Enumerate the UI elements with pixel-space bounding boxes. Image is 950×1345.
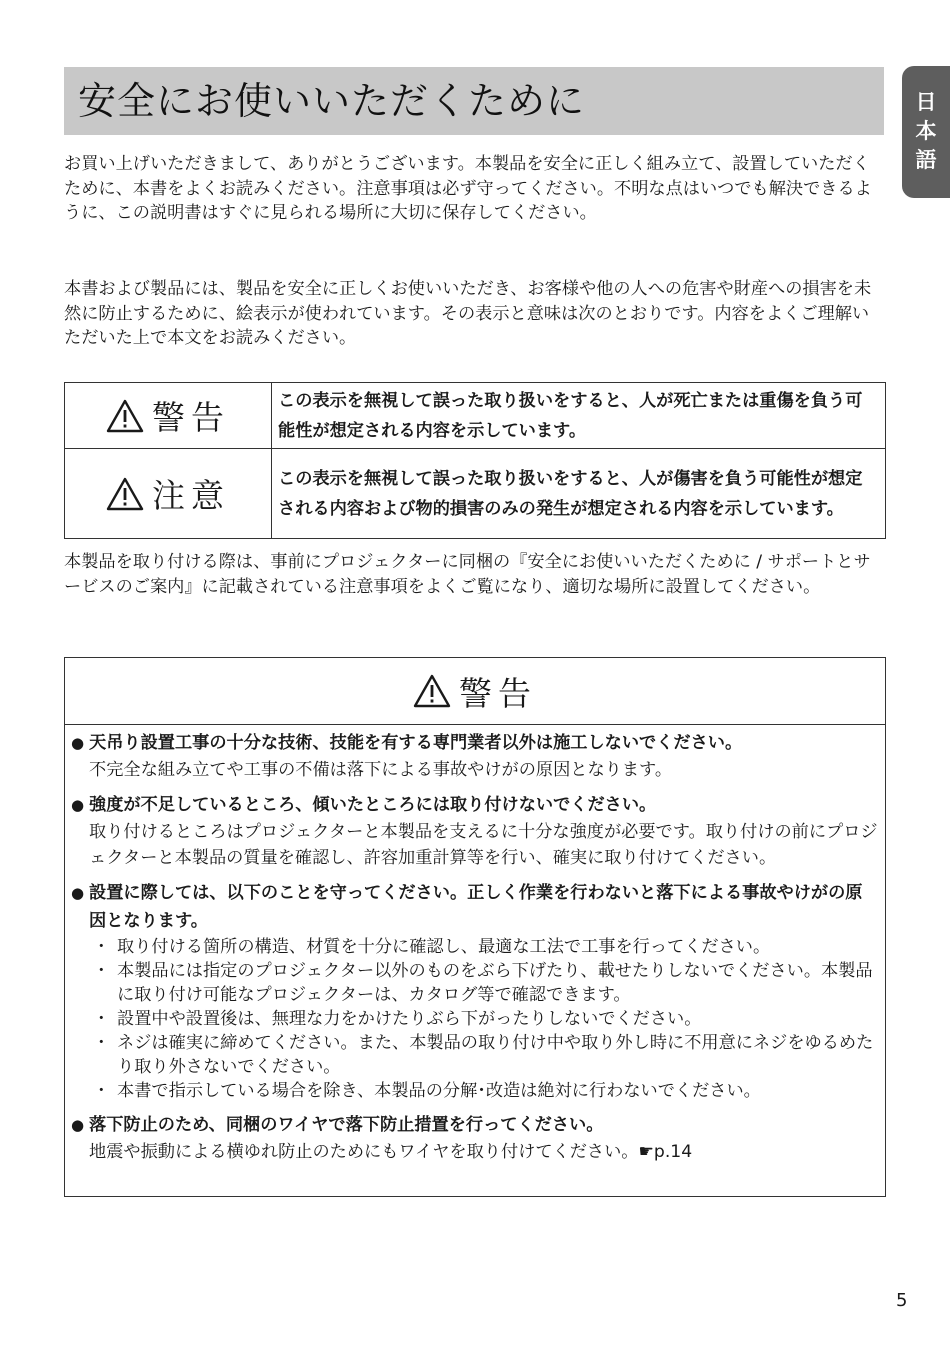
bullet-icon: ● [71, 1116, 85, 1134]
installation-note-paragraph: 本製品を取り付ける際は、事前にプロジェクターに同梱の『安全にお使いいただくために / サポートとサービスのご案内』に記載されている注意事項をよくご覧になり、適切な場所に設置してください。 [64, 552, 871, 597]
bullet-icon: ● [71, 734, 85, 752]
pointing-hand-icon: ☛ [638, 1142, 654, 1162]
warning-item [71, 879, 879, 1103]
language-tab [902, 66, 950, 198]
warning-item-body: 取り付けるところはプロジェクターと本製品を支えるに十分な強度が必要です。取り付けの前にプロジェクターと本製品の質量を確認し、許容加重計算等を行い、確実に取り付けてください。 [89, 822, 878, 868]
sub-list-marker: ･ [97, 961, 106, 981]
sign-description-warning: この表示を無視して誤った取り扱いをすると、人が死亡または重傷を負う可能性が想定される内容を示しています。 [272, 383, 886, 449]
page-title: 安全にお使いいただくために [78, 79, 586, 123]
sub-list-item [71, 1079, 879, 1103]
warning-triangle-icon [413, 674, 451, 708]
warning-box [64, 657, 886, 1197]
intro-paragraph: お買い上げいただきまして、ありがとうございます。本製品を安全に正しく組み立て、設置していただくために、本書をよくお読みください。注意事項は必ず守ってください。不明な点はいつでも解決できるように、この説明書はすぐに見られる場所に大切に保存してください。 [64, 154, 872, 223]
sub-list-text: 設置中や設置後は、無理な力をかけたりぶら下がったりしないでください。 [117, 1009, 702, 1029]
warning-item-heading: 天吊り設置工事の十分な技術、技能を有する専門業者以外は施工しないでください。 [89, 733, 743, 753]
page-number: 5 [896, 1290, 908, 1311]
sub-list-item [71, 1007, 879, 1031]
warning-item [71, 1111, 879, 1165]
page-reference-link[interactable]: p.14 [653, 1142, 693, 1162]
warning-item-heading: 落下防止のため、同梱のワイヤで落下防止措置を行ってください。 [89, 1115, 604, 1135]
language-tab-label: 日本語 [915, 90, 937, 172]
title-bar [64, 67, 884, 135]
sub-list-marker: ･ [97, 1081, 106, 1101]
bullet-icon: ● [71, 796, 85, 814]
warning-item-body-text: 地震や振動による横ゆれ防止のためにもワイヤを取り付けてください。 [89, 1142, 639, 1162]
sub-list-item [71, 1031, 879, 1079]
warning-box-title: 警告 [459, 673, 537, 713]
sub-list-text: ネジは確実に締めてください。また、本製品の取り付け中や取り外し時に不用意にネジをゆるめたり取り外さないでください。 [117, 1033, 874, 1077]
sub-list-text: 本書で指示している場合を除き、本製品の分解･改造は絶対に行わないでください。 [117, 1081, 761, 1101]
sign-symbol-cell [65, 449, 272, 539]
warning-item [71, 729, 879, 783]
sub-list-marker: ･ [97, 1033, 106, 1053]
warning-item [71, 791, 879, 871]
sign-label-caution: 注意 [152, 476, 230, 515]
warning-item-heading: 強度が不足しているところ、傾いたところには取り付けないでください。 [89, 795, 657, 815]
sub-list-item [71, 935, 879, 959]
sub-list-marker: ･ [97, 1009, 106, 1029]
sub-list-text: 本製品には指定のプロジェクター以外のものをぶら下げたり、載せたりしないでください。本製品に取り付け可能なプロジェクターは、カタログ等で確認できます。 [117, 961, 873, 1005]
safety-symbol-table [64, 382, 886, 539]
bullet-icon: ● [71, 884, 85, 902]
sign-row-caution [65, 449, 886, 539]
warning-item-body: 不完全な組み立てや工事の不備は落下による事故やけがの原因となります。 [89, 760, 673, 780]
caution-triangle-icon [106, 477, 144, 511]
sub-list-text: 取り付ける箇所の構造、材質を十分に確認し、最適な工法で工事を行ってください。 [117, 937, 771, 957]
sign-symbol-cell [65, 383, 272, 449]
warning-triangle-icon [106, 399, 144, 433]
warning-item-heading: 設置に際しては、以下のことを守ってください。正しく作業を行わないと落下による事故やけがの原因となります。 [89, 883, 863, 931]
sign-label-warning: 警告 [152, 398, 230, 437]
warning-box-header [65, 658, 885, 725]
warning-list [65, 725, 885, 1165]
sub-list-marker: ･ [97, 937, 106, 957]
symbol-intro-paragraph: 本書および製品には、製品を安全に正しくお使いいただき、お客様や他の人への危害や財産への損害を未然に防止するために、絵表示が使われています。その表示と意味は次のとおりです。内容をよくご理解いただいた上で本文をお読みください。 [64, 279, 872, 348]
sub-list-item [71, 959, 879, 1007]
warning-item-body [71, 1139, 879, 1165]
sign-row-warning [65, 383, 886, 449]
sign-description-caution: この表示を無視して誤った取り扱いをすると、人が傷害を負う可能性が想定される内容および物的損害のみの発生が想定される内容を示しています。 [272, 449, 886, 539]
